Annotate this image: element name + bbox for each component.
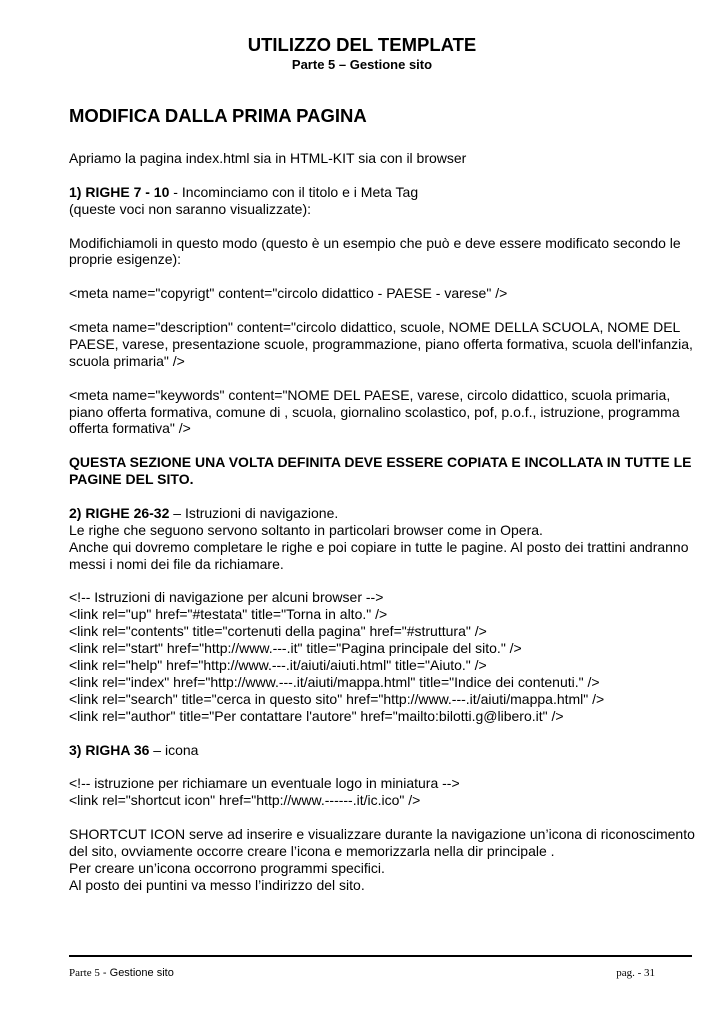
code-line: <link rel="help" href="http://www.---.it/aiuti/aiuti.html" title="Aiuto." /> [69,657,487,674]
document-title: UTILIZZO DEL TEMPLATE [247,34,477,55]
footer-divider [69,955,692,957]
page-number: pag. - 31 [616,967,655,979]
section-heading: MODIFICA DALLA PRIMA PAGINA [69,105,367,126]
section-1-text: - Incominciamo con il titolo e i Meta Tag [169,183,419,200]
meta-keywords-code: <meta name="keywords" content="NOME DEL PAESE, varese, circolo didattico, scuola primaria, piano offerta formativa, comune di , scuola, giornalino scolastico, pof, p.o.f., istruzione, programma offerta formativa" /> [69,386,680,437]
section-1-note: (queste voci non saranno visualizzate): [69,200,312,217]
section-1-label: 1) RIGHE 7 - 10 [69,183,170,200]
document-subtitle: Parte 5 – Gestione sito [291,57,433,72]
navigation-code-block [69,589,699,724]
modify-paragraph: Modifichiamoli in questo modo (questo è un esempio che può e deve essere modificato secondo le proprie esigenze): [69,234,681,268]
code-line: <link rel="up" href="#testata" title="Torna in alto." /> [69,606,388,623]
document-body [69,150,699,911]
shortcut-paragraph [69,826,699,894]
footer-section-label [69,966,174,980]
section-2-text: – Istruzioni di navigazione. [169,504,339,521]
section-2-paragraph [69,505,699,573]
shortcut-line-1: SHORTCUT ICON serve ad inserire e visualizzare durante la navigazione un’icona di riconoscimento del sito, ovviamente occorre creare l’icona e memorizzarla nella dir principale . [69,826,695,859]
section-1-paragraph [69,184,699,218]
section-2-label: 2) RIGHE 26-32 [69,504,170,521]
code-line: <link rel="search" title="cerca in questo sito" href="http://www.---.it/aiuti/mappa.html" /> [69,690,605,707]
intro-paragraph: Apriamo la pagina index.html sia in HTML-KIT sia con il browser [69,150,467,166]
icon-code-block [69,775,699,809]
code-line: <link rel="index" href="http://www.---.it/aiuti/mappa.html" title="Indice dei contenuti." /> [69,673,600,690]
warning-paragraph: QUESTA SEZIONE UNA VOLTA DEFINITA DEVE ESSERE COPIATA E INCOLLATA IN TUTTE LE PAGINE DEL SITO. [69,454,692,488]
section-3-text: – icona [149,741,199,758]
code-line: <link rel="start" href="http://www.---.it" title="Pagina principale del sito." /> [69,640,522,657]
meta-copyright-code: <meta name="copyrigt" content="circolo didattico - PAESE - varese" /> [69,285,508,302]
section-2-line-3: Anche qui dovremo completare le righe e poi copiare in tutte le pagine. Al posto dei trattini andranno messi i nomi dei file da richiamare. [69,538,689,572]
footer-title: - Gestione sito [99,967,174,979]
section-3-paragraph [69,742,699,759]
shortcut-line-3: Al posto dei puntini va messo l’indirizzo del sito. [69,876,365,893]
code-line: <!-- Istruzioni di navigazione per alcuni browser --> [69,589,384,606]
code-line: <link rel="author" title="Per contattare l'autore" href="mailto:bilotti.g@libero.it" /> [69,707,564,724]
shortcut-line-2: Per creare un’icona occorrono programmi specifici. [69,859,385,876]
code-line: <!-- istruzione per richiamare un eventuale logo in miniatura --> [69,775,460,792]
meta-description-code: <meta name="description" content="circolo didattico, scuole, NOME DELLA SCUOLA, NOME DEL PAESE, varese, presentazione scuole, programmazione, piano offerta formativa, scuola dell'infanzia, scuola primaria" /> [69,319,693,369]
section-3-label: 3) RIGHA 36 [69,741,150,758]
footer-part: Parte 5 [69,967,100,979]
code-line: <link rel="contents" title="cortenuti della pagina" href="#struttura" /> [69,623,487,640]
code-line: <link rel="shortcut icon" href="http://www.------.it/ic.ico" /> [69,792,421,809]
section-2-line-2: Le righe che seguono servono soltanto in particolari browser come in Opera. [69,521,543,538]
